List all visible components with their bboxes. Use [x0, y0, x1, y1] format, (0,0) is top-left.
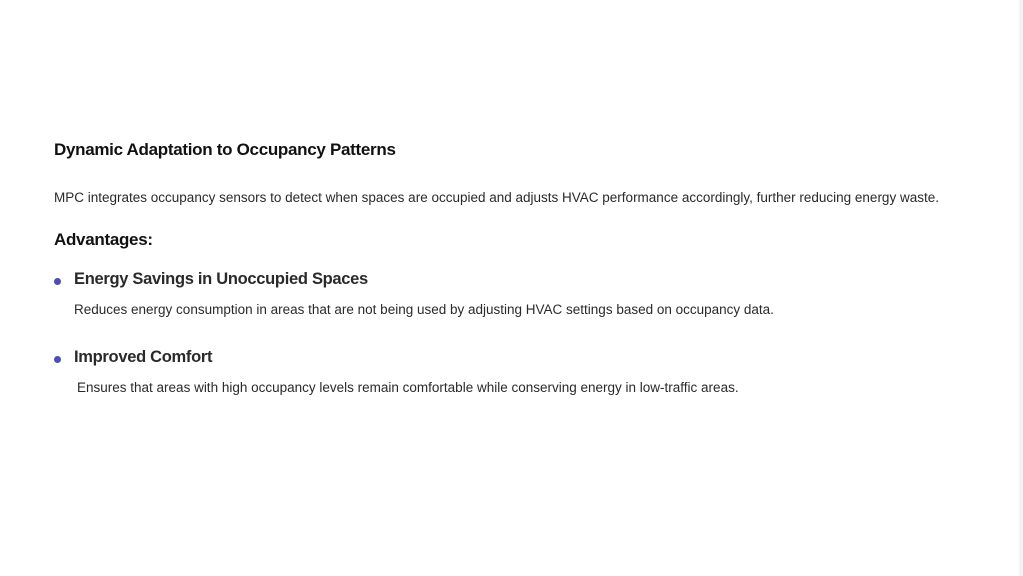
slide-title: Dynamic Adaptation to Occupancy Patterns: [54, 140, 396, 159]
advantage-description: Reduces energy consumption in areas that are not being used by adjusting HVAC settings based on occupancy data.: [74, 302, 774, 317]
advantage-description: Ensures that areas with high occupancy levels remain comfortable while conserving energy in low-traffic areas.: [77, 380, 739, 395]
slide-edge: [1019, 0, 1023, 576]
advantages-heading: Advantages:: [54, 230, 153, 249]
intro-paragraph: MPC integrates occupancy sensors to detect when spaces are occupied and adjusts HVAC performance accordingly, further reducing energy waste.: [54, 190, 939, 205]
advantage-title: Energy Savings in Unoccupied Spaces: [74, 270, 368, 288]
bullet-dot-icon: [54, 356, 61, 363]
bullet-dot-icon: [54, 278, 61, 285]
advantage-title: Improved Comfort: [74, 348, 213, 366]
